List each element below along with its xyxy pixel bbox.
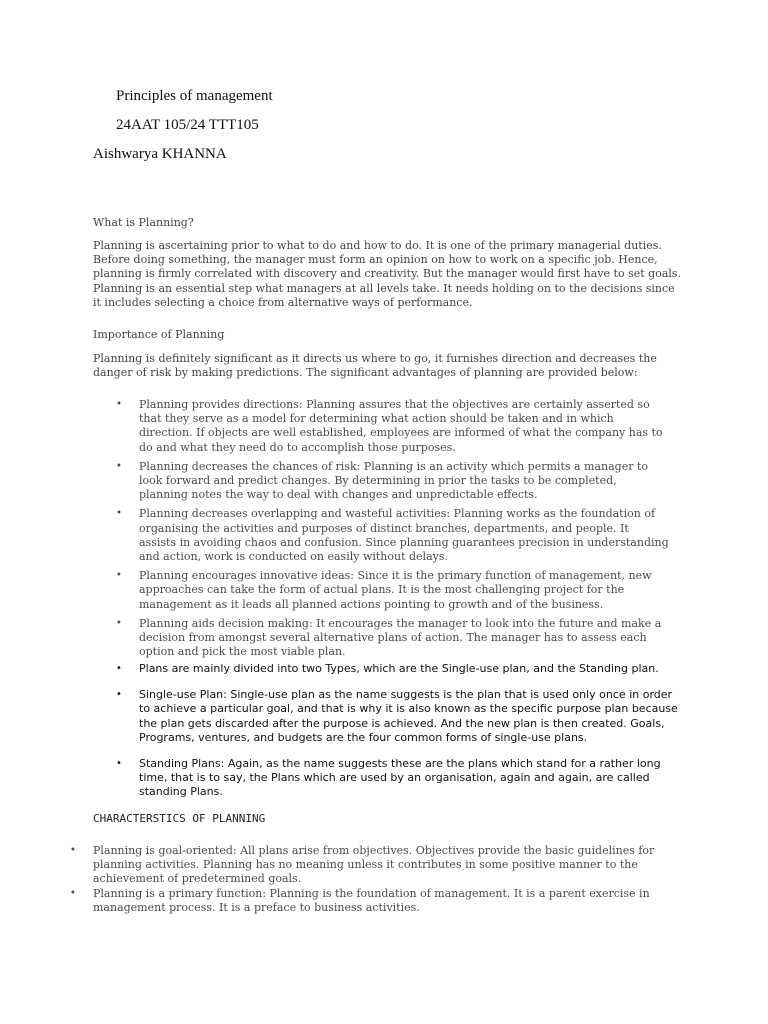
section-heading-importance: Importance of Planning xyxy=(93,328,225,341)
list-item xyxy=(116,398,669,455)
bullet-icon: • xyxy=(116,689,122,701)
list-item xyxy=(116,662,679,676)
bullet-icon: • xyxy=(70,845,76,856)
list-item-text: Single-use Plan: Single-use plan as the name suggests is the plan that is used only once in order to achieve a particular goal, and that is why it is also known as the specific purpose plan because the plan gets discarded after the purpose is achieved. And the new plan is then created. Goals, Programs, ventures, and budgets are the four common forms of single-use plans. xyxy=(139,688,678,744)
bullet-icon: • xyxy=(116,663,122,674)
bullet-icon: • xyxy=(116,508,122,520)
bullet-icon: • xyxy=(116,617,122,629)
course-title: Principles of management xyxy=(116,88,273,104)
list-item-text: Planning decreases the chances of risk: Planning is an activity which permits a manager to look forward and predict changes. By determining in prior the tasks to be completed, planning notes the way to deal with changes and unpredictable effects. xyxy=(139,459,649,502)
plan-types-bullet-list xyxy=(116,662,679,800)
list-item-text: Planning is goal-oriented: All plans arise from objectives. Objectives provide the basic guidelines for planning activities. Planning has no meaning unless it contributes in some positive manner to the achievement of predetermined goals. xyxy=(93,844,655,886)
importance-bullet-list xyxy=(116,398,669,659)
list-item-text: Standing Plans: Again, as the name suggests these are the plans which stand for a rather long time, that is to say, the Plans which are used by an organisation, again and again, are called standing Plans. xyxy=(139,757,661,799)
bullet-icon: • xyxy=(116,460,122,472)
list-item xyxy=(116,507,669,564)
author-name: Aishwarya KHANNA xyxy=(93,146,227,162)
list-item-text: Plans are mainly divided into two Types, which are the Single-use plan, and the Standing plan. xyxy=(139,662,659,675)
section-paragraph-what-is-planning: Planning is ascertaining prior to what to do and how to do. It is one of the primary managerial duties. Before doing something, the manager must form an opinion on how to work on a specific job. Hence, planning is firmly correlated with discovery and creativity. But the manager would first have to set goals. Planning is an essential step what managers at all levels take. It needs holding on to the decisions since it includes selecting a choice from alternative ways of performance. xyxy=(93,239,682,309)
course-code: 24AAT 105/24 TTT105 xyxy=(116,117,259,133)
list-item xyxy=(116,757,679,800)
characteristics-bullet-list xyxy=(70,844,668,915)
list-item-text: Planning is a primary function: Planning is the foundation of management. It is a parent exercise in management process. It is a preface to business activities. xyxy=(93,886,650,914)
list-item xyxy=(116,459,669,503)
list-item-text: Planning aids decision making: It encourages the manager to look into the future and make a decision from amongst several alternative plans of action. The manager has to assess each option and pick the most viable plan. xyxy=(139,616,662,659)
list-item xyxy=(70,886,668,915)
list-item xyxy=(116,569,669,612)
bullet-icon: • xyxy=(116,758,122,770)
section-heading-what-is-planning: What is Planning? xyxy=(93,216,194,229)
list-item xyxy=(116,616,669,660)
list-item xyxy=(70,844,668,887)
list-item-text: Planning encourages innovative ideas: Since it is the primary function of management, new approaches can take the form of actual plans. It is the most challenging project for the management as it leads all planned actions pointing to growth and of the business. xyxy=(139,569,652,611)
bullet-icon: • xyxy=(70,887,76,899)
list-item-text: Planning decreases overlapping and wasteful activities: Planning works as the foundation of organising the activities and purposes of distinct branches, departments, and people. It assists in avoiding chaos and confusion. Since planning guarantees precision in understanding and action, work is conducted on easily without delays. xyxy=(139,507,669,564)
list-item xyxy=(116,688,679,745)
bullet-icon: • xyxy=(116,570,122,582)
section-heading-characteristics: CHARACTERSTICS OF PLANNING xyxy=(93,812,266,825)
section-paragraph-importance: Planning is definitely significant as it directs us where to go, it furnishes direction and decreases the danger of risk by making predictions. The significant advantages of planning are provided below: xyxy=(93,352,657,380)
bullet-icon: • xyxy=(116,399,122,410)
list-item-text: Planning provides directions: Planning assures that the objectives are certainly asserted so that they serve as a model for determining what action should be taken and in which direction. If objects are well established, employees are informed of what the company has to do and what they need do to accomplish those purposes. xyxy=(139,398,663,454)
